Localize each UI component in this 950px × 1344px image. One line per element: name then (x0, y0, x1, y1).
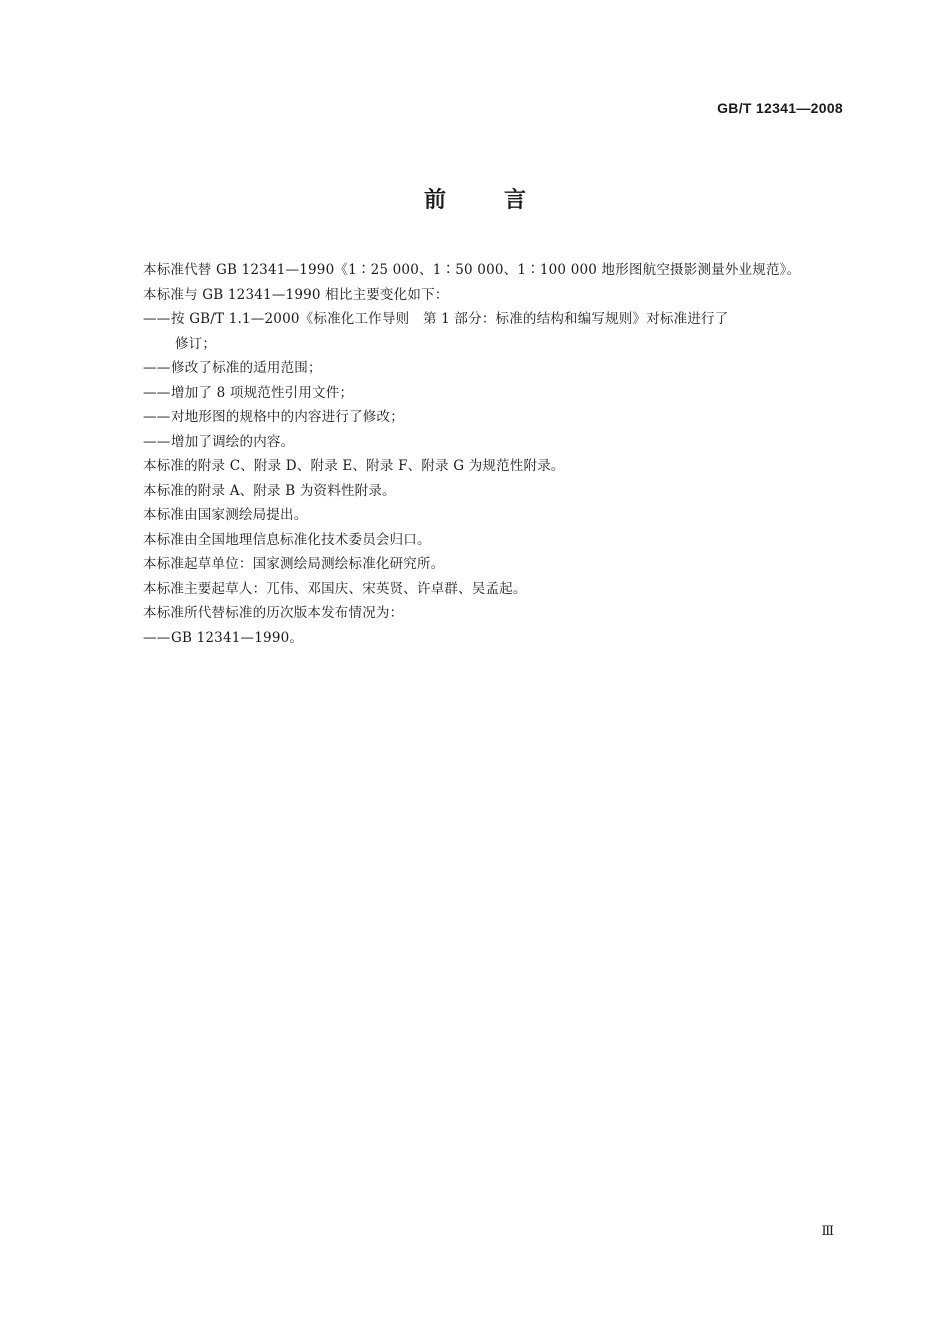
change-item (143, 307, 843, 332)
change-item (143, 356, 843, 381)
dash-mark: —— (143, 433, 171, 450)
change-text: 修改了标准的适用范围； (171, 360, 322, 376)
change-item-continuation: 修订； (175, 335, 217, 352)
dash-mark: —— (143, 360, 171, 376)
dash-mark: —— (143, 629, 171, 646)
statement-drafters: 本标准主要起草人：兀伟、邓国庆、宋英贤、许卓群、吴孟起。 (143, 580, 527, 597)
paragraph-changes-intro: 本标准与 GB 12341—1990 相比主要变化如下： (143, 286, 449, 303)
standard-number: GB/T 12341—2008 (717, 100, 843, 116)
page-number: Ⅲ (821, 1224, 834, 1239)
statement-drafting-unit: 本标准起草单位：国家测绘局测绘标准化研究所。 (143, 556, 445, 572)
change-item (143, 430, 843, 455)
statement-proposed-by: 本标准由国家测绘局提出。 (143, 507, 308, 523)
dash-mark: —— (143, 384, 171, 401)
change-text: 按 GB/T 1.1—2000《标准化工作导则 第 1 部分：标准的结构和编写规则》对标准进行了 (171, 311, 729, 327)
preface-body (143, 258, 843, 650)
change-text: 增加了调绘的内容。 (171, 433, 295, 450)
change-text: 增加了 8 项规范性引用文件； (171, 384, 354, 401)
dash-mark: —— (143, 311, 171, 327)
history-item (143, 626, 843, 651)
paragraph-replaces: 本标准代替 GB 12341—1990《1∶25 000、1∶50 000、1∶100 000 地形图航空摄影测量外业规范》。 (143, 262, 801, 278)
dash-mark: —— (143, 409, 171, 425)
change-text: 对地形图的规格中的内容进行了修改； (171, 409, 404, 425)
page-title: 前言 (423, 188, 584, 213)
history-text: GB 12341—1990。 (171, 629, 304, 646)
change-item (143, 381, 843, 406)
statement-informative-annexes: 本标准的附录 A、附录 B 为资料性附录。 (143, 482, 396, 499)
change-item (143, 405, 843, 430)
statement-history-intro: 本标准所代替标准的历次版本发布情况为： (143, 605, 404, 621)
statement-normative-annexes: 本标准的附录 C、附录 D、附录 E、附录 F、附录 G 为规范性附录。 (143, 458, 565, 474)
statement-technical-committee: 本标准由全国地理信息标准化技术委员会归口。 (143, 531, 431, 548)
